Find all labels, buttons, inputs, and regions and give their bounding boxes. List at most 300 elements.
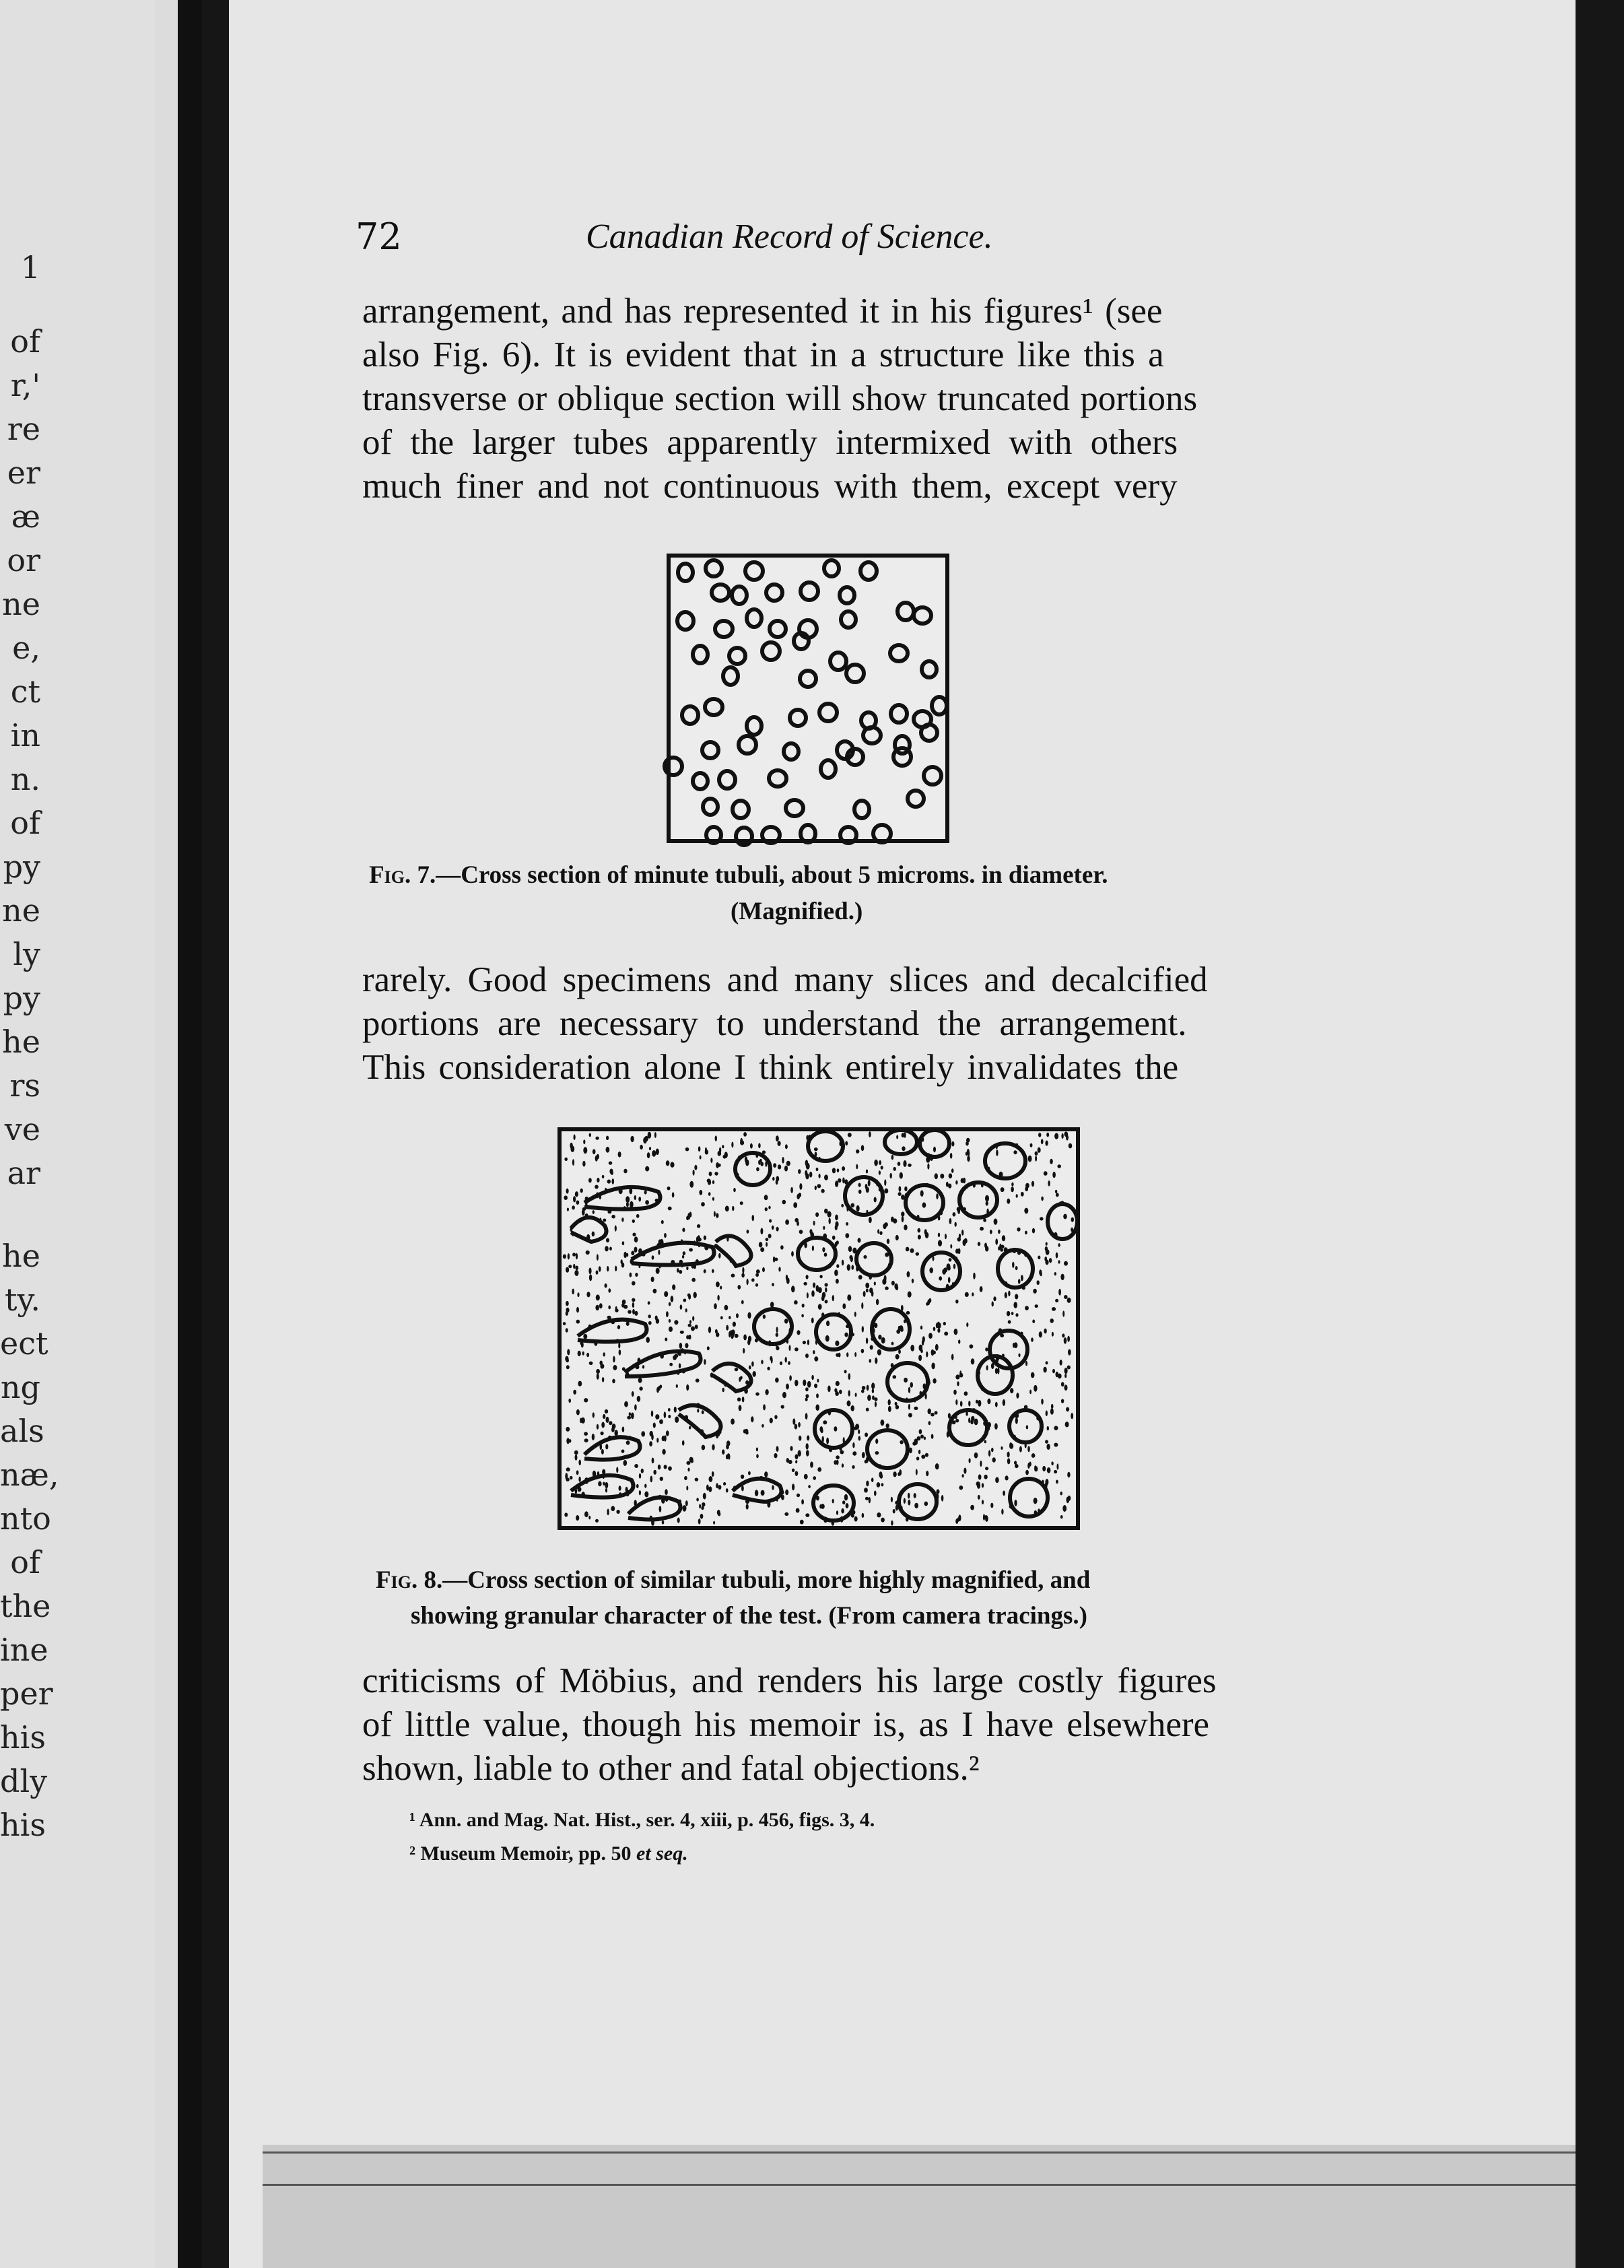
granule	[899, 1186, 902, 1192]
granule	[933, 1147, 936, 1153]
granule	[935, 1463, 939, 1469]
granule	[839, 1390, 842, 1395]
granule	[731, 1273, 735, 1277]
granule	[874, 1281, 876, 1286]
granule	[898, 1326, 901, 1331]
granule	[841, 1204, 844, 1207]
granule	[584, 1511, 588, 1517]
granule	[785, 1357, 787, 1363]
granule	[751, 1362, 754, 1367]
figure-8-caption	[376, 1566, 1090, 1595]
facing-page-fragment: dly	[0, 1763, 48, 1799]
granule	[740, 1201, 743, 1205]
granule	[584, 1432, 588, 1436]
granule	[796, 1508, 800, 1513]
granule	[1058, 1260, 1060, 1263]
granule	[645, 1166, 649, 1172]
granule	[846, 1503, 849, 1508]
granule	[1035, 1304, 1038, 1308]
granule	[656, 1268, 660, 1274]
granule	[666, 1430, 669, 1436]
granule	[669, 1327, 673, 1332]
granule	[910, 1345, 914, 1352]
granule	[974, 1419, 978, 1426]
granule	[978, 1242, 980, 1246]
granule	[985, 1516, 988, 1522]
granule	[607, 1180, 611, 1184]
granule	[588, 1516, 590, 1520]
granule	[865, 1460, 867, 1464]
granule	[686, 1486, 688, 1490]
granule	[938, 1240, 942, 1246]
facing-page-fragment: e,	[12, 630, 40, 666]
granule	[898, 1349, 901, 1354]
granule	[927, 1163, 929, 1169]
granule	[846, 1222, 848, 1226]
facing-page-fragment: næ,	[0, 1457, 59, 1493]
granule	[1013, 1302, 1017, 1308]
granule	[797, 1494, 800, 1497]
granule	[724, 1152, 728, 1158]
granule	[819, 1275, 822, 1278]
granule	[1025, 1306, 1029, 1310]
granule	[664, 1465, 667, 1469]
granule	[1068, 1349, 1071, 1355]
granule	[875, 1451, 879, 1455]
granule	[949, 1258, 952, 1261]
granule	[1015, 1313, 1018, 1316]
granule	[985, 1467, 988, 1470]
granule	[570, 1476, 573, 1479]
granule	[563, 1255, 566, 1259]
granule	[776, 1227, 779, 1232]
granule	[814, 1356, 818, 1362]
granule	[997, 1368, 999, 1374]
facing-page-fragment: ect	[0, 1325, 48, 1362]
granule	[882, 1279, 886, 1285]
granule	[788, 1361, 790, 1365]
granule	[867, 1395, 871, 1401]
granule	[1003, 1491, 1005, 1496]
granule	[875, 1438, 878, 1444]
granule	[955, 1419, 959, 1423]
granule	[568, 1265, 572, 1268]
granule	[824, 1253, 827, 1257]
granule	[627, 1416, 631, 1420]
granule	[743, 1348, 745, 1354]
granule	[871, 1477, 874, 1482]
granule	[1021, 1275, 1023, 1281]
granule	[636, 1484, 639, 1488]
granule	[743, 1334, 747, 1340]
granule	[746, 1504, 749, 1509]
granule	[1000, 1248, 1003, 1252]
granule	[716, 1483, 718, 1488]
granule	[806, 1443, 809, 1450]
granule	[1067, 1298, 1071, 1303]
granule	[826, 1438, 829, 1444]
granule	[818, 1304, 822, 1310]
granule	[1056, 1253, 1058, 1259]
facing-page	[0, 0, 202, 2268]
granule	[922, 1336, 925, 1342]
granule	[881, 1166, 883, 1170]
granule	[756, 1269, 760, 1273]
granule	[606, 1136, 609, 1140]
body-line: also Fig. 6). It is evident that in a structure like this a	[362, 335, 1164, 374]
granule	[1031, 1453, 1036, 1458]
granule	[888, 1406, 891, 1412]
granule	[794, 1218, 799, 1222]
granule	[592, 1232, 595, 1237]
granule	[756, 1447, 758, 1451]
granule	[957, 1237, 961, 1241]
granule	[852, 1442, 854, 1448]
facing-page-fragment: the	[0, 1588, 51, 1624]
granule	[593, 1149, 596, 1154]
granule	[937, 1329, 940, 1333]
granule	[807, 1292, 809, 1298]
granule	[893, 1375, 897, 1378]
granule	[668, 1207, 672, 1211]
granule	[799, 1230, 803, 1234]
granule	[661, 1220, 664, 1224]
granule	[865, 1283, 869, 1289]
granule	[852, 1465, 854, 1469]
granule	[706, 1484, 709, 1490]
granule	[836, 1264, 839, 1268]
granule	[964, 1391, 968, 1396]
granule	[941, 1495, 944, 1502]
granule	[664, 1411, 667, 1418]
granule	[656, 1438, 658, 1442]
granule	[1064, 1131, 1069, 1137]
granule	[708, 1486, 712, 1492]
granule	[1046, 1410, 1048, 1416]
facing-page-fragment: of	[10, 1544, 40, 1580]
granule	[644, 1492, 648, 1498]
granule	[844, 1333, 848, 1337]
granule	[1025, 1231, 1027, 1235]
granule	[703, 1493, 706, 1500]
granule	[1001, 1509, 1003, 1515]
granule	[797, 1330, 800, 1335]
granule	[865, 1497, 869, 1500]
granule	[1058, 1289, 1061, 1296]
granule	[988, 1450, 990, 1457]
granule	[823, 1226, 825, 1230]
granule	[724, 1305, 729, 1310]
granule	[795, 1454, 799, 1459]
granule	[629, 1412, 631, 1416]
granule	[1064, 1337, 1067, 1344]
granule	[1058, 1374, 1062, 1379]
granule	[672, 1284, 675, 1290]
granule	[980, 1227, 984, 1231]
granule	[865, 1184, 868, 1189]
granule	[845, 1233, 849, 1238]
granule	[776, 1333, 778, 1337]
granule	[1005, 1292, 1007, 1298]
granule	[1011, 1187, 1014, 1192]
granule	[615, 1226, 617, 1232]
granule	[827, 1211, 832, 1218]
granule	[854, 1516, 858, 1522]
granule	[597, 1178, 599, 1182]
granule	[698, 1146, 701, 1152]
granule	[1069, 1143, 1073, 1149]
granule	[858, 1275, 862, 1279]
granule	[992, 1457, 996, 1462]
granule	[957, 1517, 959, 1521]
granule	[1019, 1446, 1022, 1452]
granule	[776, 1327, 778, 1333]
granule	[1064, 1368, 1068, 1374]
granule	[1050, 1159, 1053, 1164]
granule	[1046, 1133, 1049, 1137]
facing-page-fragment: ne	[2, 586, 40, 622]
granule	[755, 1283, 758, 1287]
granule	[578, 1381, 582, 1387]
granule	[850, 1405, 854, 1411]
granule	[675, 1416, 679, 1423]
granule	[654, 1132, 656, 1138]
granule	[994, 1219, 998, 1225]
granule	[937, 1490, 940, 1494]
granule	[586, 1250, 590, 1255]
granule	[566, 1189, 569, 1194]
granule	[890, 1173, 892, 1178]
granule	[689, 1248, 693, 1251]
figure-7-label: Fig.	[369, 861, 411, 889]
granule	[879, 1160, 881, 1165]
granule	[861, 1302, 863, 1309]
granule	[1041, 1197, 1044, 1201]
granule	[667, 1187, 671, 1191]
granule	[858, 1436, 861, 1440]
granule	[764, 1471, 768, 1477]
granule	[869, 1497, 871, 1503]
granule	[935, 1344, 939, 1351]
granule	[995, 1238, 998, 1245]
granule	[596, 1369, 600, 1374]
granule	[723, 1482, 726, 1486]
granule	[842, 1166, 845, 1171]
granule	[789, 1345, 791, 1351]
granule	[736, 1313, 739, 1318]
granule	[986, 1365, 988, 1370]
granule	[596, 1294, 600, 1300]
granule	[936, 1193, 938, 1199]
granule	[651, 1277, 654, 1282]
granule	[874, 1397, 877, 1401]
granule	[741, 1273, 745, 1277]
granule	[689, 1181, 693, 1188]
granule	[574, 1450, 578, 1455]
granule	[985, 1347, 988, 1352]
facing-page-fragment: ar	[7, 1155, 40, 1191]
granule	[572, 1205, 575, 1209]
granule	[660, 1477, 663, 1481]
granule	[659, 1420, 663, 1424]
granule	[575, 1266, 578, 1271]
granule	[813, 1221, 815, 1226]
granule	[576, 1470, 579, 1475]
granule	[720, 1286, 722, 1289]
granule	[931, 1413, 935, 1417]
granule	[854, 1312, 856, 1317]
granule	[811, 1318, 814, 1324]
figure-8-label: Fig.	[376, 1566, 418, 1594]
granule	[704, 1269, 706, 1273]
granule	[618, 1152, 621, 1158]
granule	[608, 1305, 611, 1309]
body-line: rarely. Good specimens and many slices and decalcified	[362, 960, 1208, 999]
granule	[953, 1390, 957, 1395]
granule	[767, 1367, 770, 1370]
granule	[1002, 1235, 1005, 1241]
granule	[879, 1231, 882, 1235]
granule	[1057, 1164, 1061, 1168]
granule	[694, 1165, 697, 1170]
granule	[581, 1342, 584, 1347]
granule	[778, 1141, 781, 1146]
granule	[1067, 1336, 1070, 1342]
granule	[893, 1509, 895, 1514]
granule	[866, 1408, 869, 1411]
granule	[573, 1196, 576, 1202]
granule	[639, 1490, 641, 1495]
granule	[987, 1399, 990, 1404]
granule	[885, 1286, 889, 1290]
granule	[879, 1170, 881, 1175]
granule	[951, 1168, 954, 1173]
granule	[829, 1218, 831, 1224]
granule	[589, 1362, 593, 1365]
granule	[944, 1332, 948, 1336]
granule	[803, 1380, 806, 1387]
granule	[926, 1352, 928, 1358]
granule	[785, 1490, 788, 1495]
granule	[836, 1279, 839, 1283]
granule	[817, 1184, 821, 1188]
granule	[846, 1352, 848, 1357]
granule	[920, 1434, 924, 1438]
granule	[637, 1396, 641, 1402]
granule	[588, 1178, 592, 1182]
granule	[938, 1233, 940, 1238]
granule	[709, 1476, 713, 1482]
granule	[825, 1288, 827, 1293]
granule	[786, 1384, 789, 1390]
footnote-2-italic: et seq.	[636, 1842, 688, 1865]
granule	[578, 1477, 580, 1482]
granule	[867, 1385, 869, 1391]
granule	[626, 1440, 630, 1444]
granule	[645, 1200, 649, 1205]
page-number: 72	[356, 215, 402, 258]
granule	[775, 1378, 779, 1383]
granule	[784, 1512, 788, 1516]
granule	[864, 1488, 868, 1492]
granule	[1062, 1333, 1064, 1337]
granule	[919, 1429, 922, 1434]
granule	[725, 1206, 729, 1212]
granule	[898, 1192, 902, 1196]
granule	[948, 1277, 951, 1283]
granule	[1021, 1192, 1024, 1197]
granule	[665, 1489, 668, 1495]
granule	[704, 1359, 706, 1365]
facing-page-fragment: ine	[0, 1632, 48, 1668]
granule	[599, 1303, 603, 1308]
granule	[576, 1515, 579, 1521]
granule	[991, 1448, 994, 1453]
granule	[726, 1440, 731, 1446]
granule	[1049, 1258, 1052, 1263]
granule	[804, 1474, 808, 1479]
granule	[785, 1144, 788, 1149]
granule	[1029, 1390, 1031, 1395]
granule	[687, 1468, 689, 1472]
granule	[689, 1335, 691, 1339]
granule	[984, 1440, 987, 1443]
granule	[769, 1219, 772, 1222]
granule	[910, 1382, 913, 1387]
granule	[737, 1285, 741, 1290]
granule	[998, 1246, 1000, 1250]
granule	[1040, 1272, 1042, 1276]
granule	[619, 1349, 621, 1356]
granule	[662, 1449, 665, 1455]
granule	[931, 1434, 934, 1438]
granule	[715, 1135, 717, 1141]
granule	[722, 1145, 724, 1148]
granule	[900, 1328, 904, 1332]
granule	[630, 1136, 634, 1142]
granule	[953, 1264, 955, 1269]
granule	[1001, 1245, 1005, 1249]
granule	[902, 1216, 904, 1223]
granule	[704, 1236, 706, 1240]
granule	[841, 1508, 844, 1514]
granule	[722, 1388, 724, 1393]
granule	[854, 1352, 856, 1357]
granule	[937, 1322, 940, 1327]
facing-page-fragment: ty.	[5, 1281, 40, 1318]
granule	[680, 1331, 684, 1334]
granule	[844, 1370, 847, 1373]
granule	[1063, 1214, 1067, 1220]
granule	[765, 1207, 768, 1211]
granule	[1060, 1515, 1063, 1519]
granule	[575, 1191, 578, 1197]
granule	[662, 1436, 665, 1441]
granule	[658, 1386, 661, 1391]
granule	[731, 1329, 735, 1335]
granule	[743, 1132, 747, 1137]
granule	[898, 1472, 900, 1476]
granule	[844, 1494, 848, 1501]
granule	[1008, 1320, 1011, 1323]
granule	[718, 1151, 722, 1156]
granule	[874, 1491, 877, 1496]
granule	[945, 1234, 947, 1239]
granule	[649, 1441, 652, 1446]
granule	[951, 1354, 954, 1360]
granule	[874, 1160, 878, 1166]
granule	[924, 1436, 926, 1440]
